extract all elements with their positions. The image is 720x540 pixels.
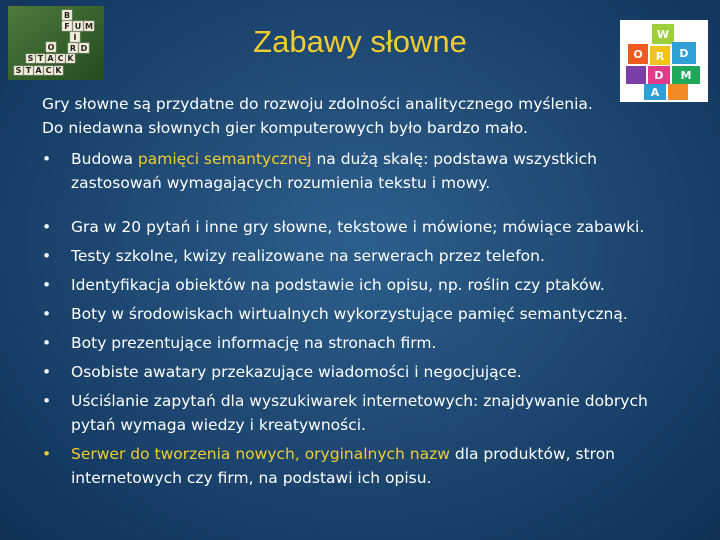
bullet-text: Testy szkolne, kwizy realizowane na serwerach przez telefon. bbox=[71, 247, 545, 265]
bullet-item bbox=[42, 147, 692, 195]
bullet-text: Uściślanie zapytań dla wyszukiwarek internetowych: znajdywanie dobrych pytań wymaga wiedzy i kreatywności. bbox=[71, 392, 648, 434]
bullet-dot: • bbox=[42, 218, 52, 236]
bullet-dot: • bbox=[42, 150, 52, 168]
bullet-text: Gra w 20 pytań i inne gry słowne, tekstowe i mówione; mówiące zabawki. bbox=[71, 218, 645, 236]
tile-letter: S bbox=[27, 54, 34, 63]
tile-letter: S bbox=[15, 66, 22, 75]
tile-letter: R bbox=[69, 44, 77, 53]
cube-letter: A bbox=[650, 86, 660, 99]
bullet-dot: • bbox=[42, 334, 52, 352]
tile-letter: A bbox=[47, 54, 54, 63]
tile-letter: B bbox=[63, 11, 71, 20]
tile-letter: C bbox=[45, 66, 52, 75]
bullet-item bbox=[42, 389, 692, 437]
bullet-item bbox=[42, 244, 692, 268]
intro-line: Do niedawna słownych gier komputerowych było bardzo mało. bbox=[42, 119, 528, 137]
bullet-text: Boty prezentujące informację na stronach firm. bbox=[71, 334, 437, 352]
bullet-text: Boty w środowiskach wirtualnych wykorzystujące pamięć semantyczną. bbox=[71, 305, 628, 323]
bullet-highlight: Serwer do tworzenia nowych, oryginalnych nazw bbox=[71, 445, 450, 463]
bullet-dot: • bbox=[42, 445, 52, 463]
cube-letter: O bbox=[633, 48, 643, 61]
intro-text bbox=[42, 92, 682, 140]
cube-letter: R bbox=[655, 50, 665, 63]
intro-line: Gry słowne są przydatne do rozwoju zdolności analitycznego myślenia. bbox=[42, 95, 593, 113]
cube-letter: W bbox=[656, 28, 670, 41]
bullet-dot: • bbox=[42, 392, 52, 410]
tile-letter: C bbox=[57, 54, 64, 63]
tile-letter: M bbox=[85, 22, 93, 31]
bullet-dot: • bbox=[42, 363, 52, 381]
first-bullet-list bbox=[42, 147, 692, 195]
bullet-highlight: pamięci semantycznej bbox=[137, 150, 312, 168]
bullet-dot: • bbox=[42, 276, 52, 294]
bullet-dot: • bbox=[42, 247, 52, 265]
cube-letter: M bbox=[680, 69, 692, 82]
bullet-item bbox=[42, 360, 692, 384]
bullet-list bbox=[42, 215, 692, 490]
bullet-text: Identyfikacja obiektów na podstawie ich opisu, np. roślin czy ptaków. bbox=[71, 276, 605, 294]
slide-title: Zabawy słowne bbox=[253, 24, 467, 59]
bullet-item bbox=[42, 442, 692, 490]
tile-letter: F bbox=[64, 22, 70, 31]
tile-letter: D bbox=[80, 44, 88, 53]
word-cubes-image bbox=[620, 20, 708, 102]
bullet-text: dla produktów, stron internetowych czy firm, na podstawi ich opisu. bbox=[71, 445, 615, 487]
cube-letter: D bbox=[679, 47, 689, 60]
bullet-item bbox=[42, 273, 692, 297]
tile-letter: K bbox=[67, 54, 74, 63]
tile-letter: K bbox=[55, 66, 62, 75]
bullet-text: Osobiste awatary przekazujące wiadomości i negocjujące. bbox=[71, 363, 522, 381]
bullet-text: na dużą skalę: podstawa wszystkich zastosowań wymagających rozumienia tekstu i mowy. bbox=[71, 150, 597, 192]
tile-letter: I bbox=[73, 33, 77, 42]
bullet-item bbox=[42, 331, 692, 355]
letter-tiles-image bbox=[8, 6, 104, 80]
bullet-text: Budowa bbox=[71, 150, 138, 168]
cube-letter: D bbox=[654, 69, 664, 82]
tile-letter: A bbox=[35, 66, 42, 75]
bullet-dot: • bbox=[42, 305, 52, 323]
tile-letter: T bbox=[37, 54, 44, 63]
tile-letter: T bbox=[25, 66, 32, 75]
tile-letter: U bbox=[74, 22, 82, 31]
bullet-item bbox=[42, 302, 692, 326]
bullet-item bbox=[42, 215, 692, 239]
tile-letter: O bbox=[47, 43, 55, 52]
